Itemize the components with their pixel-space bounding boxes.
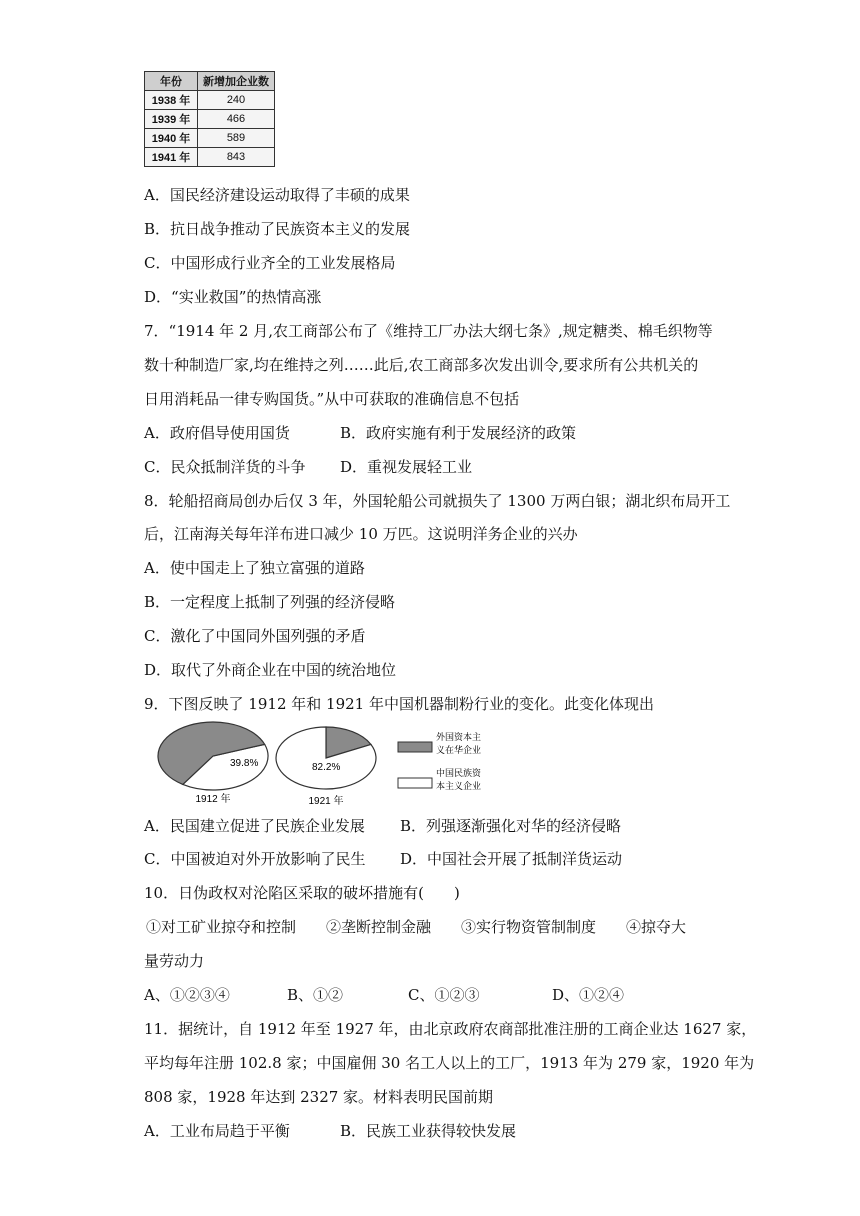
q10-option-c: C、①②③ [408,986,480,1004]
table-row [145,148,275,167]
q6-option-a: A．国民经济建设运动取得了丰硕的成果 [144,186,410,204]
q8-option-c: C．激化了中国同外国列强的矛盾 [144,627,366,645]
q7-option-b: B．政府实施有利于发展经济的政策 [340,424,577,442]
q8-option-a: A．使中国走上了独立富强的道路 [144,559,365,577]
legend-swatch-foreign [398,742,432,752]
q10-items-line-2: 量劳动力 [144,952,205,970]
table-header-row [145,72,275,91]
pie-chart-figure [150,718,510,810]
q8-stem-line-2: 后，江南海关每年洋布进口减少 10 万匹。这说明洋务企业的兴办 [144,525,578,543]
q11-option-a: A．工业布局趋于平衡 [144,1122,290,1140]
q11-stem-line-2: 平均每年注册 102.8 家；中国雇佣 30 名工人以上的工厂，1913 年为 279 家，1920 年为 [144,1054,755,1072]
table-cell: 843 [198,148,275,167]
q11-stem-line-3: 808 家，1928 年达到 2327 家。材料表明民国前期 [144,1088,494,1106]
q10-option-a: A、①②③④ [144,986,230,1004]
q7-option-c: C．民众抵制洋货的斗争 [144,458,306,476]
q9-option-a: A．民国建立促进了民族企业发展 [144,817,365,835]
legend-label-domestic-1: 中国民族资 [436,769,482,779]
enterprise-table [144,71,275,167]
q11-stem-line-1: 11．据统计，自 1912 年至 1927 年，由北京政府农商部批准注册的工商企业达 1627 家， [144,1020,757,1038]
q7-stem-line-2: 数十种制造厂家,均在维持之列……此后,农工商部多次发出训令,要求所有公共机关的 [144,356,699,374]
legend-label-foreign-2: 义在华企业 [436,746,482,756]
q7-option-a: A．政府倡导使用国货 [144,424,290,442]
q9-option-d: D．中国社会开展了抵制洋货运动 [400,850,623,868]
pie-data-label: 39.8% [230,758,259,769]
table-cell: 1940 年 [145,129,198,148]
q10-option-b: B、①② [287,986,344,1004]
table-cell: 1941 年 [145,148,198,167]
table-cell: 466 [198,110,275,129]
q9-stem: 9．下图反映了 1912 年和 1921 年中国机器制粉行业的变化。此变化体现出 [144,695,654,713]
legend-swatch-domestic [398,778,432,788]
q6-option-b: B．抗日战争推动了民族资本主义的发展 [144,220,411,238]
q7-option-d: D．重视发展轻工业 [340,458,473,476]
table-header: 年份 [145,72,198,91]
legend-label-domestic-2: 本主义企业 [436,782,482,792]
q11-option-b: B．民族工业获得较快发展 [340,1122,517,1140]
table-header: 新增加企业数 [198,72,275,91]
q7-stem-line-3: 日用消耗品一律专购国货。”从中可获取的准确信息不包括 [144,390,520,408]
q6-option-d: D．“实业救国”的热情高涨 [144,288,322,306]
table-row [145,91,275,110]
q10-items-line-1: ①对工矿业掠夺和控制 ②垄断控制金融 ③实行物资管制制度 ④掠夺大 [146,918,687,936]
q8-stem-line-1: 8．轮船招商局创办后仅 3 年，外国轮船公司就损失了 1300 万两白银；湖北织布局开工 [144,492,731,510]
q8-option-d: D．取代了外商企业在中国的统治地位 [144,661,397,679]
q8-option-b: B．一定程度上抵制了列强的经济侵略 [144,593,396,611]
pie-year-label: 1921 年 [308,796,344,807]
table-cell: 240 [198,91,275,110]
table-row [145,129,275,148]
q10-stem: 10．日伪政权对沦陷区采取的破坏措施有( ) [144,884,460,902]
legend-label-foreign-1: 外国资本主 [436,733,482,743]
q9-option-b: B．列强逐渐强化对华的经济侵略 [400,817,622,835]
q6-option-c: C．中国形成行业齐全的工业发展格局 [144,254,396,272]
table-cell: 1939 年 [145,110,198,129]
q10-option-d: D、①②④ [552,986,625,1004]
pie-year-label: 1912 年 [195,794,231,805]
q7-stem-line-1: 7．“1914 年 2 月,农工商部公布了《维持工厂办法大纲七条》,规定糖类、棉毛织物等 [144,322,713,340]
table-cell: 1938 年 [145,91,198,110]
table-row [145,110,275,129]
table-cell: 589 [198,129,275,148]
q9-option-c: C．中国被迫对外开放影响了民生 [144,850,366,868]
pie-data-label: 82.2% [312,762,341,773]
